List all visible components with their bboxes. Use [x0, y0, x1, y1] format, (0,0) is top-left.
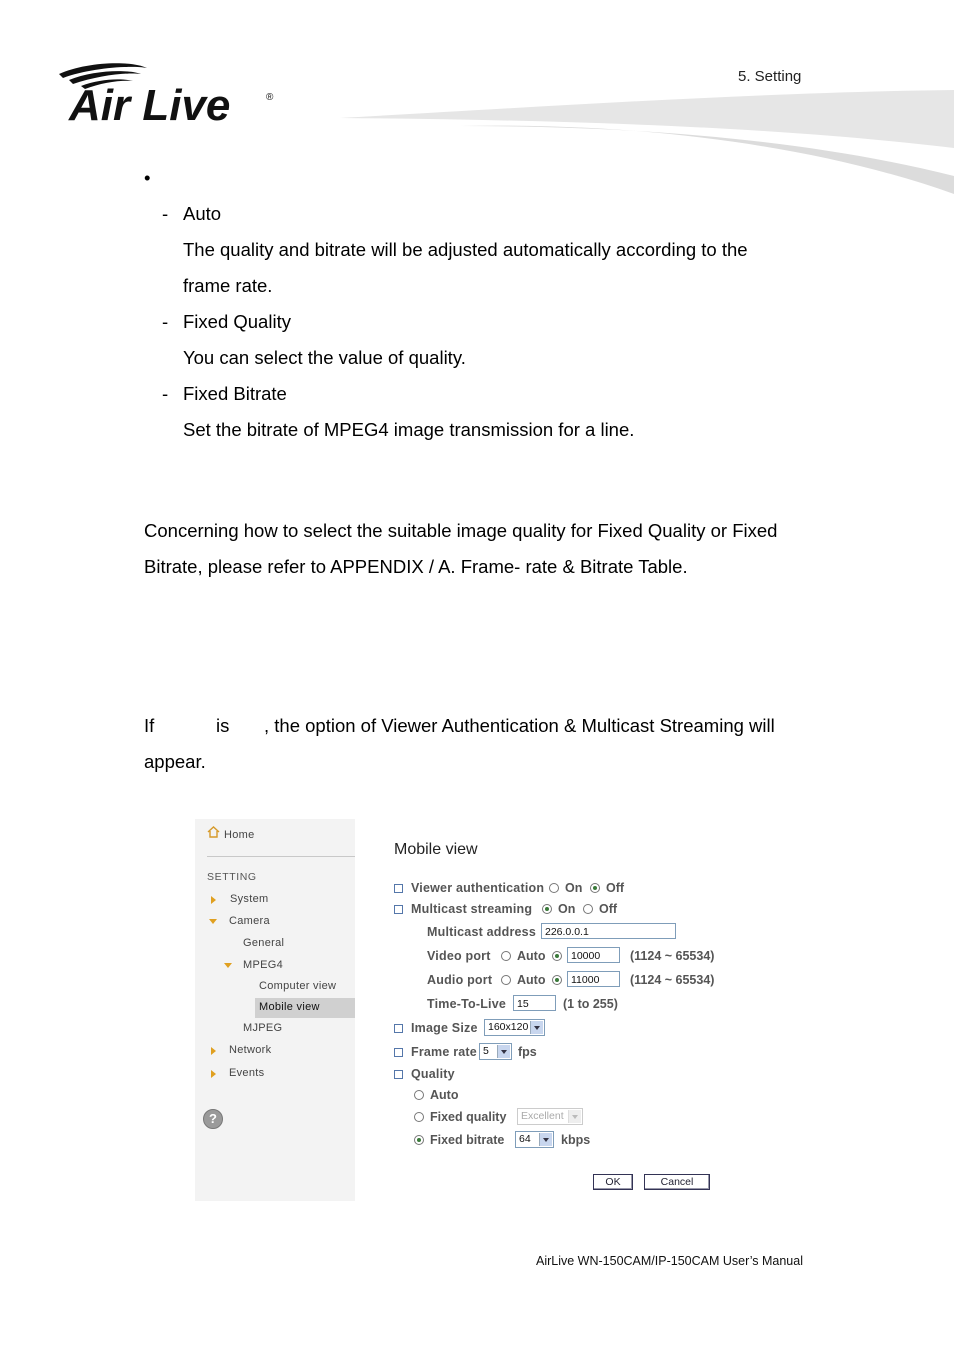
- bitrate-select[interactable]: [515, 1131, 554, 1148]
- footer-text: AirLive WN-150CAM/IP-150CAM User’s Manual: [536, 1254, 803, 1268]
- nav-home[interactable]: Home: [224, 829, 255, 841]
- ok-button[interactable]: OK: [593, 1174, 633, 1190]
- ttl-label: Time-To-Live: [427, 997, 507, 1011]
- square-bullet-icon: [394, 1024, 403, 1033]
- fps-label: fps: [518, 1045, 537, 1059]
- help-icon[interactable]: ?: [203, 1109, 223, 1129]
- dash: -: [162, 311, 169, 332]
- triangle-right-icon: [211, 896, 216, 904]
- video-port-manual-radio[interactable]: [552, 951, 562, 961]
- dash: -: [162, 383, 169, 404]
- audio-port-auto-radio[interactable]: [501, 975, 511, 985]
- viewer-auth-label: Viewer authentication: [411, 881, 545, 895]
- chevron-down-icon: [530, 1021, 543, 1034]
- nav-camera[interactable]: Camera: [229, 915, 270, 927]
- form-title: Mobile view: [394, 841, 478, 858]
- fixed-bitrate-label: Fixed bitrate: [430, 1133, 505, 1147]
- port-range: (1124 ~ 65534): [630, 973, 715, 987]
- off-label: Off: [606, 881, 625, 895]
- chevron-down-icon: [568, 1110, 581, 1123]
- multicast-on-radio[interactable]: [542, 904, 552, 914]
- bullet: •: [144, 167, 151, 188]
- paragraph: appear.: [144, 751, 206, 772]
- off-label: Off: [599, 902, 618, 916]
- audio-port-label: Audio port: [427, 973, 493, 987]
- item-title-fixed-bitrate: Fixed Bitrate: [183, 383, 287, 404]
- on-label: On: [558, 902, 576, 916]
- nav-setting-heading: SETTING: [207, 871, 257, 883]
- item-desc: The quality and bitrate will be adjusted automatically according to the: [183, 239, 748, 260]
- item-desc: frame rate.: [183, 275, 273, 296]
- dash: -: [162, 203, 169, 224]
- audio-port-input[interactable]: 11000: [567, 971, 620, 987]
- quality-auto-radio[interactable]: [414, 1090, 424, 1100]
- auto-label: Auto: [517, 949, 546, 963]
- ttl-input[interactable]: 15: [513, 995, 556, 1011]
- viewer-auth-on-radio[interactable]: [549, 883, 559, 893]
- svg-text:®: ®: [266, 92, 274, 103]
- fixed-quality-label: Fixed quality: [430, 1110, 507, 1124]
- chevron-down-icon: [539, 1133, 552, 1146]
- paragraph: , the option of Viewer Authentication & Multicast Streaming will: [264, 715, 775, 736]
- nav-system[interactable]: System: [230, 893, 269, 905]
- nav-mobile-view[interactable]: Mobile view: [259, 1001, 320, 1013]
- nav-events[interactable]: Events: [229, 1067, 265, 1079]
- frame-rate-select[interactable]: [479, 1043, 512, 1060]
- port-range: (1124 ~ 65534): [630, 949, 715, 963]
- cancel-button[interactable]: Cancel: [644, 1174, 710, 1190]
- triangle-right-icon: [211, 1047, 216, 1055]
- svg-text:Air Live: Air Live: [69, 81, 231, 130]
- image-size-value: 160x120: [488, 1021, 529, 1033]
- bitrate-value: 64: [519, 1133, 531, 1145]
- image-size-label: Image Size: [411, 1021, 478, 1035]
- section-label: 5. Setting: [738, 68, 802, 85]
- kbps-label: kbps: [561, 1133, 591, 1147]
- multicast-address-label: Multicast address: [427, 925, 536, 939]
- ttl-range: (1 to 255): [563, 997, 618, 1011]
- home-icon[interactable]: [207, 826, 220, 838]
- multicast-off-radio[interactable]: [583, 904, 593, 914]
- paragraph: Concerning how to select the suitable image quality for Fixed Quality or Fixed: [144, 520, 778, 541]
- quality-auto-label: Auto: [430, 1088, 459, 1102]
- paragraph-is: is: [216, 715, 230, 736]
- frame-rate-value: 5: [483, 1045, 489, 1057]
- fixed-quality-select[interactable]: [517, 1108, 583, 1125]
- nav-computer-view[interactable]: Computer view: [259, 980, 337, 992]
- triangle-right-icon: [211, 1070, 216, 1078]
- square-bullet-icon: [394, 1070, 403, 1079]
- nav-network[interactable]: Network: [229, 1044, 272, 1056]
- nav-general[interactable]: General: [243, 937, 285, 949]
- triangle-down-icon: [224, 963, 232, 968]
- fixed-quality-radio[interactable]: [414, 1112, 424, 1122]
- divider: [207, 856, 355, 857]
- quality-label: Quality: [411, 1067, 455, 1081]
- video-port-input[interactable]: 10000: [567, 947, 620, 963]
- video-port-label: Video port: [427, 949, 491, 963]
- header-swoosh: [340, 86, 954, 206]
- square-bullet-icon: [394, 905, 403, 914]
- on-label: On: [565, 881, 583, 895]
- chevron-down-icon: [497, 1045, 510, 1058]
- item-title-auto: Auto: [183, 203, 222, 224]
- square-bullet-icon: [394, 884, 403, 893]
- item-title-fixed-quality: Fixed Quality: [183, 311, 291, 332]
- video-port-auto-radio[interactable]: [501, 951, 511, 961]
- multicast-address-input[interactable]: 226.0.0.1: [541, 923, 676, 939]
- paragraph-if: If: [144, 715, 155, 736]
- paragraph: Bitrate, please refer to APPENDIX / A. Frame- rate & Bitrate Table.: [144, 556, 688, 577]
- image-size-select[interactable]: [484, 1019, 545, 1036]
- triangle-down-icon: [209, 919, 217, 924]
- airlive-logo: [55, 60, 285, 130]
- frame-rate-label: Frame rate: [411, 1045, 477, 1059]
- nav-mpeg4[interactable]: MPEG4: [243, 959, 284, 971]
- audio-port-manual-radio[interactable]: [552, 975, 562, 985]
- fixed-quality-value: Excellent: [521, 1110, 564, 1122]
- multicast-label: Multicast streaming: [411, 902, 533, 916]
- nav-mjpeg[interactable]: MJPEG: [243, 1022, 283, 1034]
- item-desc: Set the bitrate of MPEG4 image transmission for a line.: [183, 419, 635, 440]
- fixed-bitrate-radio[interactable]: [414, 1135, 424, 1145]
- square-bullet-icon: [394, 1048, 403, 1057]
- viewer-auth-off-radio[interactable]: [590, 883, 600, 893]
- auto-label: Auto: [517, 973, 546, 987]
- item-desc: You can select the value of quality.: [183, 347, 466, 368]
